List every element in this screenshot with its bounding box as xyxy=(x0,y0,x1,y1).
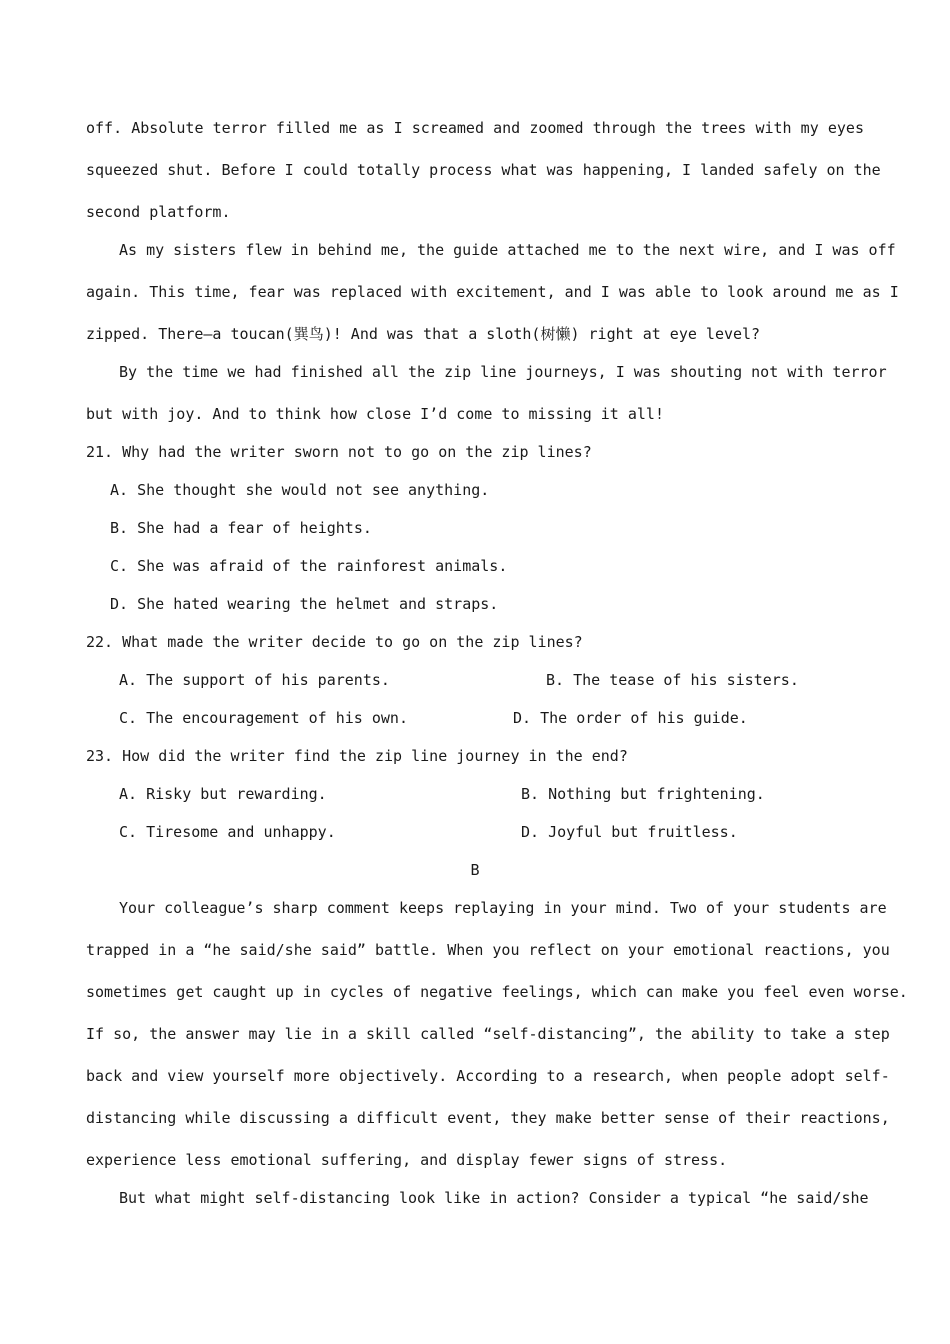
paragraph-line: As my sisters flew in behind me, the guide attached me to the next wire, and I was off xyxy=(119,241,896,259)
option-b: B. Nothing but frightening. xyxy=(521,785,765,803)
option-b: B. She had a fear of heights. xyxy=(110,519,372,537)
paragraph-line: zipped. There—a toucan(巽鸟)! And was that a sloth(树懒) right at eye level? xyxy=(86,325,761,343)
question-stem: 21. Why had the writer sworn not to go on the zip lines? xyxy=(86,443,592,461)
option-c: C. She was afraid of the rainforest animals. xyxy=(110,557,508,575)
paragraph-line: squeezed shut. Before I could totally process what was happening, I landed safely on the xyxy=(86,161,881,179)
option-a: A. Risky but rewarding. xyxy=(119,785,327,803)
question-stem: 22. What made the writer decide to go on the zip lines? xyxy=(86,633,583,651)
option-d: D. The order of his guide. xyxy=(513,709,748,727)
paragraph-line: again. This time, fear was replaced with excitement, and I was able to look around me as I xyxy=(86,283,899,301)
question-stem: 23. How did the writer find the zip line journey in the end? xyxy=(86,747,628,765)
paragraph-line: sometimes get caught up in cycles of negative feelings, which can make you feel even worse. xyxy=(86,983,908,1001)
paragraph-line: Your colleague’s sharp comment keeps replaying in your mind. Two of your students are xyxy=(119,899,887,917)
option-a: A. The support of his parents. xyxy=(119,671,390,689)
paragraph-line: but with joy. And to think how close I’d come to missing it all! xyxy=(86,405,664,423)
option-d: D. Joyful but fruitless. xyxy=(521,823,738,841)
paragraph-line: But what might self-distancing look like in action? Consider a typical “he said/she xyxy=(119,1189,869,1207)
option-c: C. Tiresome and unhappy. xyxy=(119,823,336,841)
option-a: A. She thought she would not see anything. xyxy=(110,481,490,499)
paragraph-line: back and view yourself more objectively. According to a research, when people adopt self- xyxy=(86,1067,890,1085)
option-c: C. The encouragement of his own. xyxy=(119,709,408,727)
paragraph-line: experience less emotional suffering, and display fewer signs of stress. xyxy=(86,1151,728,1169)
paragraph-line: off. Absolute terror filled me as I screamed and zoomed through the trees with my eyes xyxy=(86,119,864,137)
option-b: B. The tease of his sisters. xyxy=(546,671,799,689)
paragraph-line: If so, the answer may lie in a skill called “self-distancing”, the ability to take a step xyxy=(86,1025,890,1043)
paragraph-line: second platform. xyxy=(86,203,231,221)
option-d: D. She hated wearing the helmet and straps. xyxy=(110,595,499,613)
section-heading: B xyxy=(470,861,480,879)
paragraph-line: trapped in a “he said/she said” battle. When you reflect on your emotional reactions, you xyxy=(86,941,890,959)
paragraph-line: distancing while discussing a difficult event, they make better sense of their reactions, xyxy=(86,1109,890,1127)
paragraph-line: By the time we had finished all the zip line journeys, I was shouting not with terror xyxy=(119,363,887,381)
